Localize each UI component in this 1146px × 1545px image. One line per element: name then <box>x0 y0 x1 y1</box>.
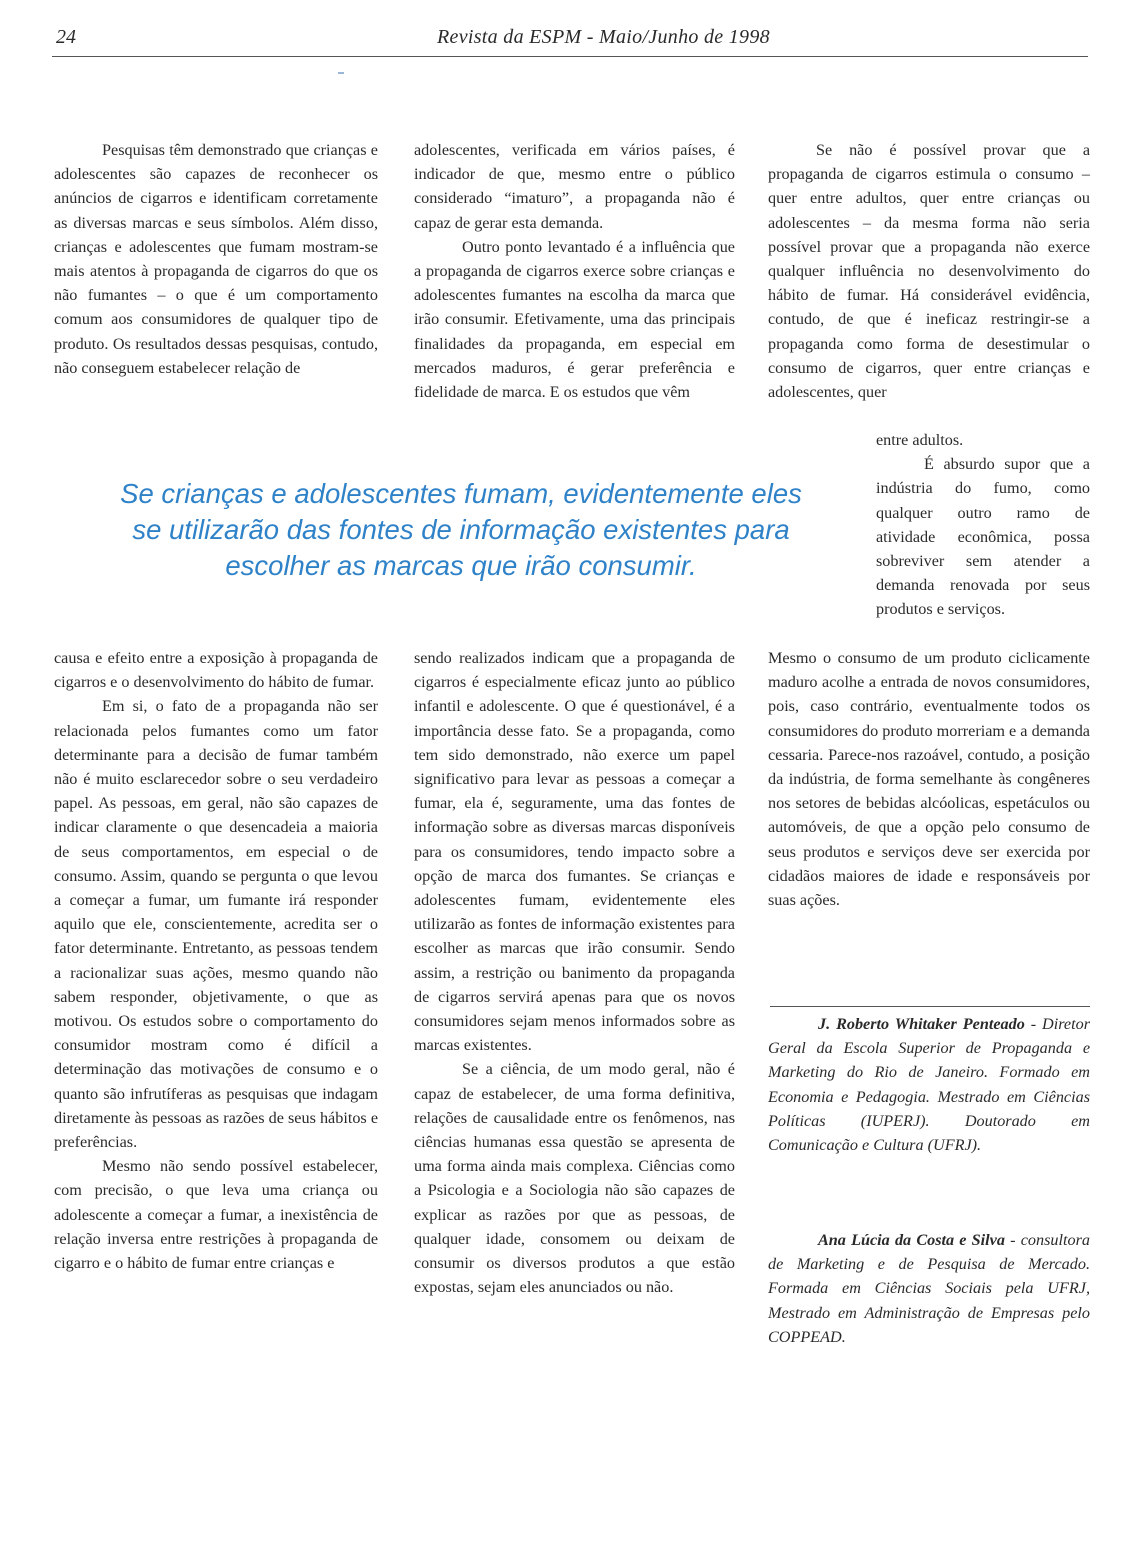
column-1-bottom <box>54 646 378 1275</box>
author-description: - Diretor Geral da Escola Superior de Propaganda e Marketing do Rio de Janeiro. Formado em Economia e Pedagogia. Mestrado em Ciências Políticas (IUPERJ). Doutorado em Comunicação e Cultura (UFRJ). <box>768 1015 1090 1155</box>
paragraph: causa e efeito entre a exposição à propaganda de cigarros e o desenvolvimento do hábito de fumar. <box>54 649 378 692</box>
column-1-top <box>54 138 378 380</box>
author-bio <box>768 1228 1090 1349</box>
column-3-narrow <box>876 428 1090 622</box>
paragraph: Mesmo o consumo de um produto ciclicamente maduro acolhe a entrada de novos consumidores, pois, caso contrário, eventualmente todos os consumidores do produto morreriam e a demanda cessaria. Parece-nos razoável, contudo, a posição da indústria, de forma semelhante às congêneres nos setores de bebidas alcóolicas, espetáculos ou automóveis, de que a opção pelo consumo de seus produtos e serviços deve ser exercida por cidadãos maiores de idade e responsáveis por suas ações. <box>768 649 1090 910</box>
pull-quote-line: se utilizarão das fontes de informação existentes para <box>132 514 790 545</box>
page-number: 24 <box>56 26 76 48</box>
paragraph: Pesquisas têm demonstrado que crianças e adolescentes são capazes de reconhecer os anúncios de cigarros e identificam corretamente as diversas marcas e seus símbolos. Além disso, crianças e adolescentes que fumam mostram-se mais atentos à propaganda de cigarros do que os não fumantes – o que é um comportamento comum aos consumidores de qualquer tipo de produto. Os resultados dessas pesquisas, contudo, não conseguem estabelecer relação de <box>54 141 378 377</box>
author-divider <box>770 1006 1090 1007</box>
decorative-mark <box>338 72 344 74</box>
paragraph: entre adultos. <box>876 431 964 449</box>
pull-quote-line: escolher as marcas que irão consumir. <box>225 550 697 581</box>
paragraph: Se a ciência, de um modo geral, não é capaz de estabelecer, de uma forma definitiva, relações de causalidade entre os fenômenos, nas ciências humanas essa questão se apresenta de uma forma ainda mais complexa. Ciências como a Psicologia e a Sociologia não são capazes de explicar as razões por que as pessoas, de qualquer idade, consomem ou deixam de consumir os diversos produtos a que estão expostas, sejam eles anunciados ou não. <box>414 1060 735 1297</box>
paragraph: adolescentes, verificada em vários países, é indicador de que, mesmo entre o público considerado “imaturo”, a propaganda não é capaz de gerar esta demanda. <box>414 141 735 232</box>
author-description: - consultora de Marketing e de Pesquisa de Mercado. Formada em Ciências Sociais pela UFRJ, Mestrado em Administração de Empresas pelo COPPEAD. <box>768 1231 1090 1346</box>
paragraph: Outro ponto levantado é a influência que a propaganda de cigarros exerce sobre crianças e adolescentes fumantes na escolha da marca que irão consumir. Efetivamente, uma das principais finalidades da propaganda, em especial em mercados maduros, é gerar preferência e fidelidade de marca. E os estudos que vêm <box>414 237 735 402</box>
column-2-top <box>414 138 735 404</box>
pull-quote-line: Se crianças e adolescentes fumam, evidentemente eles <box>120 478 802 509</box>
paragraph: É absurdo supor que a indústria do fumo, como qualquer outro ramo de atividade econômica, possa sobreviver sem atender a demanda renovada por seus produtos e serviços. <box>876 455 1090 619</box>
column-3-bottom <box>768 646 1090 912</box>
pull-quote <box>80 476 842 584</box>
paragraph: Em si, o fato de a propaganda não ser relacionada pelos fumantes como um fator determinante para a decisão de fumar também não é muito esclarecedor sobre o seu verdadeiro papel. As pessoas, em geral, não são capazes de indicar claramente o que desencadeia a maioria de seus comportamentos, em especial o de consumo. Assim, quando se pergunta o que levou a começar a fumar, um fumante irá responder aquilo que ele, conscientemente, acredita ser o fator determinante. Entretanto, as pessoas tendem a racionalizar suas ações, mesmo quando não sabem responder, objetivamente, o que as motivou. Os estudos sobre o comportamento do consumidor mostram como é difícil a determinação das motivações de consumo e o quanto são infrutíferas as pesquisas que indagam diretamente às pessoas as razões de seus hábitos e preferências. <box>54 697 378 1152</box>
page-header <box>52 24 1088 57</box>
column-2-bottom <box>414 646 735 1299</box>
magazine-title: Revista da ESPM - Maio/Junho de 1998 <box>437 26 770 48</box>
author-name: J. Roberto Whitaker Penteado <box>818 1015 1025 1033</box>
author-name: Ana Lúcia da Costa e Silva <box>818 1231 1005 1249</box>
paragraph: Se não é possível provar que a propaganda de cigarros estimula o consumo – quer entre adultos, quer entre crianças ou adolescentes – da mesma forma não seria possível provar que a propaganda não exerce qualquer influência no desenvolvimento do hábito de fumar. Há considerável evidência, contudo, de que é ineficaz restringir-se a propaganda como forma de desestimular o consumo de cigarros, quer entre crianças e adolescentes, quer <box>768 141 1090 402</box>
paragraph: Mesmo não sendo possível estabelecer, com precisão, o que leva uma criança ou adolescente a começar a fumar, a inexistência de relação inversa entre restrições à propaganda de cigarro e o hábito de fumar entre crianças e <box>54 1157 378 1273</box>
paragraph: sendo realizados indicam que a propaganda de cigarros é especialmente eficaz junto ao público infantil e adolescente. O que é questionável, é a importância desse fato. Se a propaganda, como tem sido demonstrado, não exerce um papel significativo para levar as pessoas a começar a fumar, ela é, seguramente, uma das fontes de informação sobre as diversas marcas disponíveis para os consumidores, tendo impacto sobre a opção de marca dos fumantes. Se crianças e adolescentes fumam, evidentemente eles utilizarão as fontes de informação existentes para escolher as marcas que irão consumir. Sendo assim, a restrição ou banimento da propaganda de cigarros servirá apenas para que os novos consumidores sejam menos informados sobre as marcas existentes. <box>414 649 735 1055</box>
author-bio <box>768 1012 1090 1157</box>
column-3-top <box>768 138 1090 404</box>
